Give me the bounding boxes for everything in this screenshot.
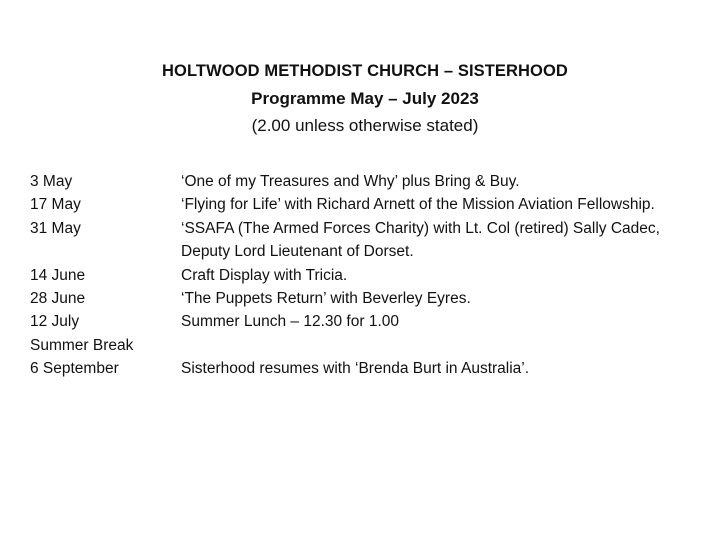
programme-list — [30, 170, 700, 381]
event-date: 14 June — [30, 266, 86, 284]
event-description: ‘SSAFA (The Armed Forces Charity) with Lt. Col (retired) Sally Cadec, Deputy Lord Lieutenant of Dorset. — [181, 219, 660, 261]
time-note: (2.00 unless otherwise stated) — [251, 116, 479, 135]
event-description: ‘Flying for Life’ with Richard Arnett of the Mission Aviation Fellowship. — [181, 196, 655, 214]
event-date: 31 May — [30, 219, 81, 237]
event-date: 28 June — [30, 290, 86, 308]
event-description — [181, 334, 700, 357]
programme-row — [30, 310, 700, 333]
document-title: HOLTWOOD METHODIST CHURCH – SISTERHOOD — [162, 62, 568, 80]
programme-row — [30, 264, 700, 287]
programme-row — [30, 217, 700, 264]
event-date: 6 September — [30, 360, 119, 378]
programme-row — [30, 193, 700, 216]
event-description: Summer Lunch – 12.30 for 1.00 — [181, 313, 399, 331]
programme-row — [30, 334, 700, 357]
programme-row — [30, 357, 700, 380]
programme-row — [30, 170, 700, 193]
event-date: 12 July — [30, 313, 80, 331]
event-description: ‘The Puppets Return’ with Beverley Eyres. — [181, 290, 471, 308]
event-description: Sisterhood resumes with ‘Brenda Burt in Australia’. — [181, 360, 530, 378]
event-date: Summer Break — [30, 336, 134, 354]
event-date: 17 May — [30, 196, 81, 214]
programme-row — [30, 287, 700, 310]
programme-subtitle: Programme May – July 2023 — [251, 89, 479, 108]
event-description: Craft Display with Tricia. — [181, 266, 348, 284]
event-date: 3 May — [30, 173, 73, 190]
event-description: ‘One of my Treasures and Why’ plus Bring & Buy. — [181, 173, 520, 190]
